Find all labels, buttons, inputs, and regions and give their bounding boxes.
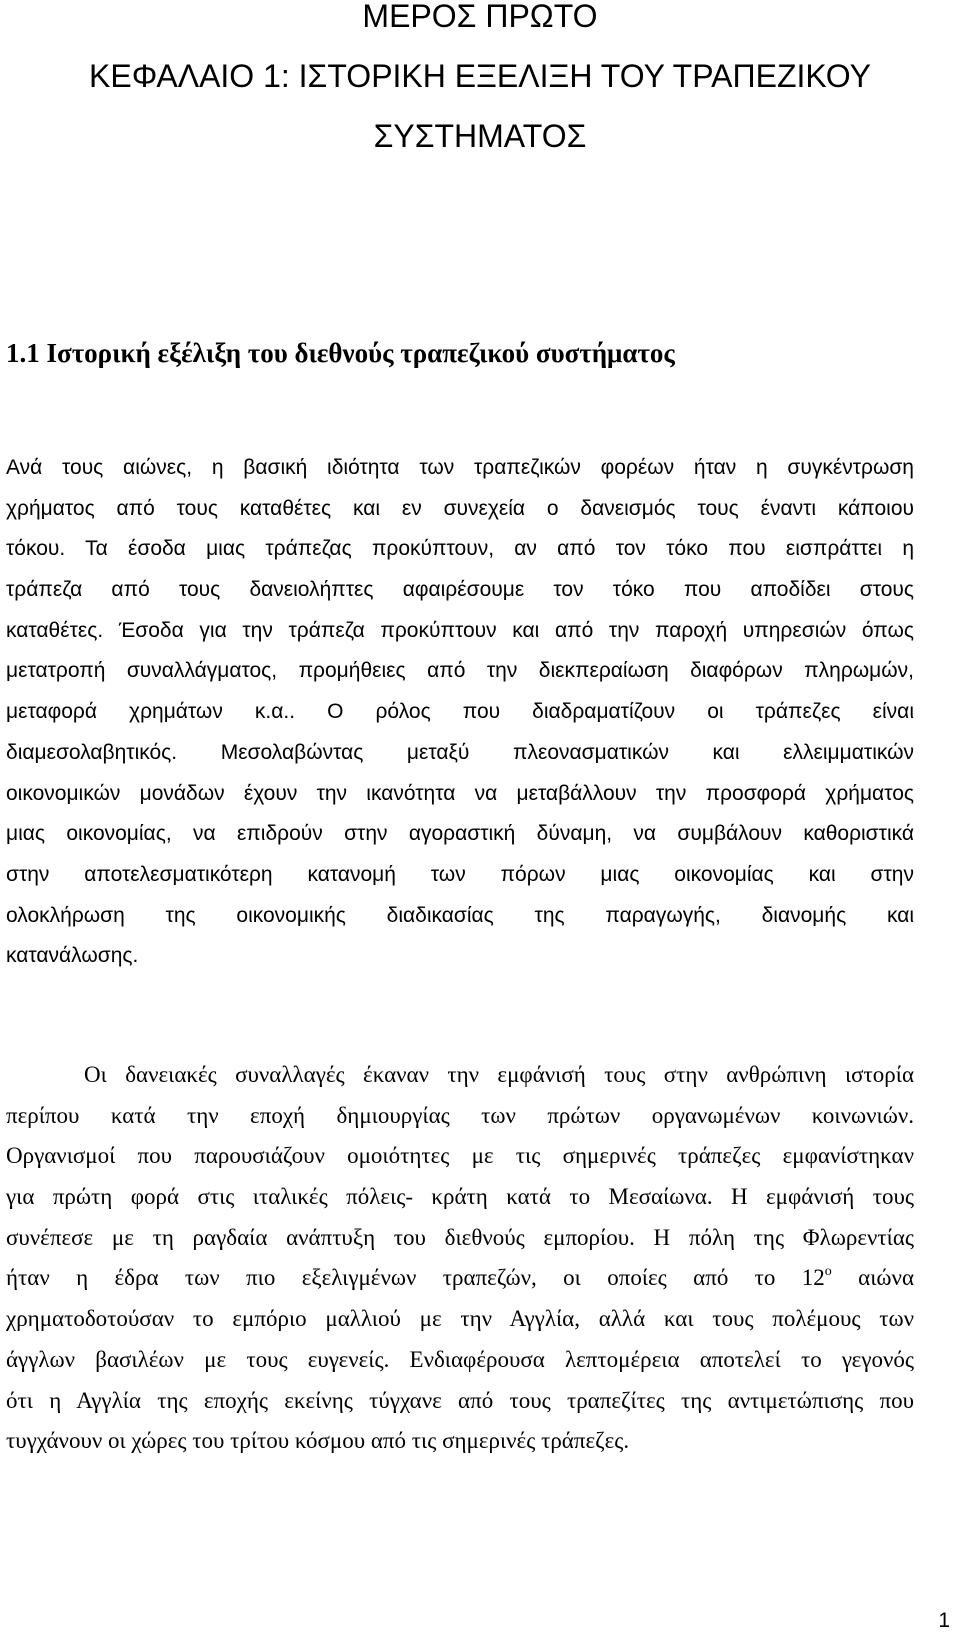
paragraph-line: τυγχάνουν οι χώρες του τρίτου κόσμου από τις σημερινές τράπεζες. [6, 1428, 630, 1454]
paragraph-line: τόκου. Τα έσοδα μιας τράπεζας προκύπτουν, αν από τον τόκο που εισπράττει η [6, 537, 914, 561]
paragraph-line: μιας οικονομίας, να επιδρούν στην αγοραστική δύναμη, να συμβάλουν καθοριστικά [6, 822, 914, 846]
paragraph-1 [6, 448, 914, 977]
paragraph-line: άγγλων βασιλέων με τους ευγενείς. Ενδιαφέρουσα λεπτομέρεια αποτελεί το γεγονός [6, 1346, 914, 1372]
paragraph-line: διαμεσολαβητικός. Μεσολαβώντας μεταξύ πλεονασματικών και ελλειμματικών [6, 740, 914, 764]
paragraph-line: Οι δανειακές συναλλαγές έκαναν την εμφάνισή τους στην ανθρώπινη ιστορία [84, 1062, 914, 1087]
section-title: 1.1 Ιστορική εξέλιξη του διεθνούς τραπεζικού συστήματος [6, 338, 675, 368]
paragraph-line: Ανά τους αιώνες, η βασική ιδιότητα των τραπεζικών φορέων ήταν η συγκέντρωση [6, 456, 914, 479]
paragraph-line: ότι η Αγγλία της εποχής εκείνης τύγχανε από τους τραπεζίτες της αντιμετώπισης που [6, 1387, 914, 1413]
paragraph-line: περίπου κατά την εποχή δημιουργίας των πρώτων οργανωμένων κοινωνιών. [6, 1102, 914, 1128]
paragraph-line-with-superscript [6, 1258, 914, 1299]
paragraph-line: χρήματος από τους καταθέτες και εν συνεχεία ο δανεισμός τους έναντι κάποιου [6, 496, 914, 520]
ordinal-superscript: ο [824, 1264, 832, 1280]
paragraph-line: κατανάλωσης. [6, 944, 139, 968]
line-text-tail: αιώνα [831, 1265, 914, 1291]
paragraph-line: μετατροπή συναλλάγματος, προμήθειες από την διεκπεραίωση διαφόρων πληρωμών, [6, 659, 914, 683]
paragraph-line: τράπεζα από τους δανειολήπτες αφαιρέσουμε τον τόκο που αποδίδει στους [6, 578, 914, 602]
paragraph-line: για πρώτη φορά στις ιταλικές πόλεις- κράτη κατά το Μεσαίωνα. Η εμφάνισή τους [6, 1184, 914, 1210]
paragraph-line: χρηματοδοτούσαν το εμπόριο μαλλιού με την Αγγλία, αλλά και τους πολέμους των [6, 1306, 914, 1332]
line-text: ήταν η έδρα των πιο εξελιγμένων τραπεζών, οι οποίες από το 12 [6, 1265, 825, 1291]
paragraph-line: μεταφορά χρημάτων κ.α.. Ο ρόλος που διαδραματίζουν οι τράπεζες είναι [6, 700, 914, 724]
chapter-title-line-2: ΣΥΣΤΗΜΑΤΟΣ [373, 118, 587, 154]
paragraph-line: ολοκλήρωση της οικονομικής διαδικασίας της παραγωγής, διανομής και [6, 903, 914, 927]
paragraph-line: καταθέτες. Έσοδα για την τράπεζα προκύπτουν και από την παροχή υπηρεσιών όπως [6, 618, 914, 642]
chapter-title-line-1: ΚΕΦΑΛΑΙΟ 1: ΙΣΤΟΡΙΚΗ ΕΞΕΛΙΞΗ ΤΟΥ ΤΡΑΠΕΖΙΚΟΥ [89, 58, 871, 94]
part-title: ΜΕΡΟΣ ΠΡΩΤΟ [362, 0, 598, 34]
paragraph-line: οικονομικών μονάδων έχουν την ικανότητα να μεταβάλλουν την προσφορά χρήματος [6, 781, 914, 805]
paragraph-2 [6, 1055, 914, 1462]
paragraph-line: συνέπεσε με τη ραγδαία ανάπτυξη του διεθνούς εμπορίου. Η πόλη της Φλωρεντίας [6, 1224, 914, 1250]
paragraph-line: Οργανισμοί που παρουσιάζουν ομοιότητες με τις σημερινές τράπεζες εμφανίστηκαν [6, 1143, 914, 1169]
paragraph-line: στην αποτελεσματικότερη κατανομή των πόρων μιας οικονομίας και στην [6, 862, 914, 886]
page-number: 1 [938, 1609, 950, 1632]
